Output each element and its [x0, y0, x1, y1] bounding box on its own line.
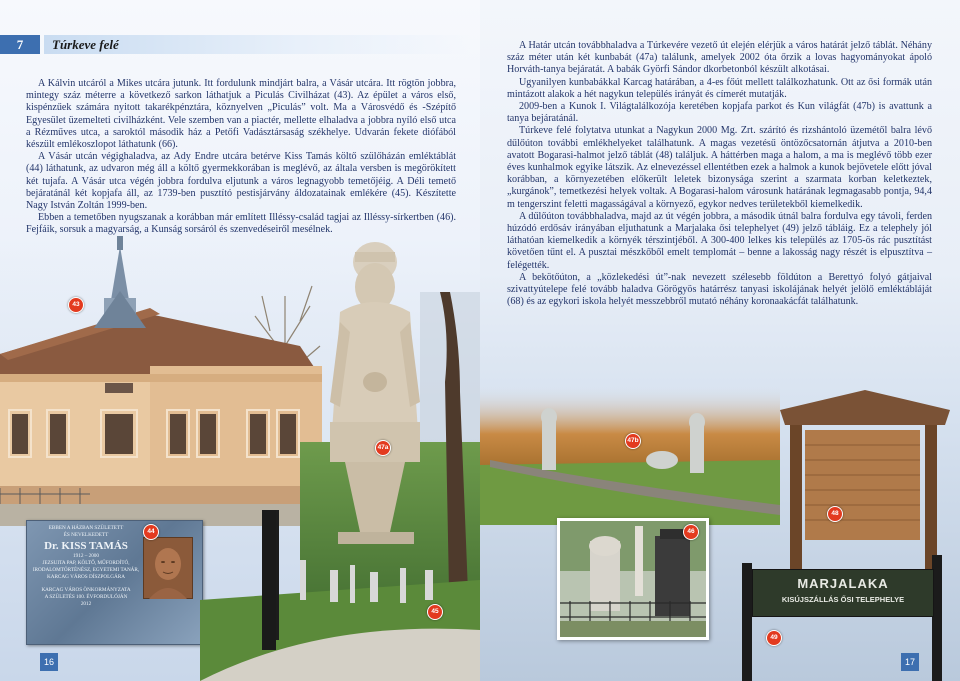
chapter-title: Túrkeve felé [44, 35, 470, 54]
right-paragraph-2: Ugyanilyen kunbabákkal Karcag határában, a 4-es főút mellett találkozhatunk. Ott az ősi formák után mintázott alakok a hét nagykun település irányát és címerét mutatják. [507, 76, 932, 100]
cemetery-kopjafa-photo [200, 510, 480, 681]
right-body-text [507, 40, 932, 308]
right-page [480, 0, 960, 681]
sign-title: MARJALAKA [797, 576, 889, 591]
badge-49: 49 [766, 630, 782, 646]
plaque-line-7: KARCAG VÁROS DÍSZPOLGÁRA [46, 574, 125, 580]
marjalaka-sign [742, 563, 942, 621]
right-paragraph-3: 2009-ben a Kunok I. Világtalálkozója keretében kopjafa parkot és Kun világfát (47b) is avattunk a tanya bejáratánál. [507, 101, 932, 125]
left-body-text [26, 78, 456, 237]
right-paragraph-1: A Határ utcán továbbhaladva a Túrkevére vezető út elején elérjük a város határát jelző táblát. Néhány száz méter után két kunbabát (47a) találunk, amelyek 2002 óta őrzik a lovas hagyományokat ápoló Horváth-tanya bejáratát. A babák Györfi Sándor dkorbetonból készült alkotásai. [507, 40, 932, 76]
illessy-cemetery-image [560, 521, 706, 637]
right-paragraph-4: Túrkeve felé folytatva utunkat a Nagykun 2000 Mg. Zrt. szárító és rizshántoló üzemétől balra lévő dűlőúton további emlékhelyeket találhatunk. A magas vezetésű öntözőcsatornán átjutva a 2010-ben avatott Bogarasi-halmot jelző táblát (48) találjuk. A háttérben maga a halom, a ma is meglévő több ezer éves kunhalmok egyike látszik. Az elnevezéssel ellentétben ezek a halmok a kunok bejövetele előtt jóval korábban, a környezetében előkerült leletek bizonysága szerint a szarmata korban keletkeztek, „kurgánok”, temetkezési helyek voltak. A Bogarasi-halom városunk határának legmagasabb pontja, 94,4 m tengerszint feletti magasságával a környező, egykor nedves területekből kiemelkedik. [507, 125, 932, 210]
plaque-line-9: A SZÜLETÉS 100. ÉVFORDULÓJÁN [44, 594, 128, 600]
chapter-header [0, 35, 470, 54]
chapter-number: 7 [0, 35, 40, 54]
bogarasi-board-photo [775, 390, 955, 575]
badge-46: 46 [683, 524, 699, 540]
badge-47b: 47b [625, 433, 641, 449]
right-paragraph-5: A dűlőúton továbbhaladva, majd az út végén jobbra, a második útnál balra fordulva egy távoli, ferden húzódó erdősáv irányában eljuthatunk a Marjalaka ősi telephelyet (49) jelző tábláig. Ez a telephely jól láthatóan kiemelkedik a környék térszintjéből. A 300-400 lelkes kis település az 1705-ös rác pusztítást követően tűnt el. A pusztai mészkőből emelt templomát – benne a lakosság nagy részét is elpusztítva – felégették. [507, 210, 932, 271]
left-paragraph-1: A Kálvin utcáról a Mikes utcára jutunk. Itt fordulunk mindjárt balra, a Vásár utcára. Itt rögtön jobbra, mintegy száz méterre a következő sarkon láthatjuk a Piculás Civilházat (43). Az épület a város első, kispénzűek számára nyitott takarékpénztára, köznyelven „Piculás” volt. Ma a Városvédő és -Szépítő Egyesület üzemelteti civilházként. Vele szemben van a piactér, mellette elhaladva a jobbra nyíló első utca a Rézműves utca, a saroktól második ház a Petőfi Vadásztársaság székhelye. Udvarán fekete diófából készült emlékoszlopot láthatunk (66). [26, 78, 456, 151]
plaque-line-5: JEZSUITA PAP, KÖLTŐ, MŰFORDÍTÓ, [42, 560, 130, 566]
plaque-line-1: EBBEN A HÁZBAN SZÜLETETT [48, 525, 124, 531]
plaque-line-6: IRODALOMTÖRTÉNÉSZ, EGYETEMI TANÁR, [32, 567, 140, 573]
badge-48: 48 [827, 506, 843, 522]
civil-house-photo [0, 236, 330, 526]
plaque-line-2: ÉS NEVELKEDETT [63, 532, 109, 538]
badge-47a: 47a [375, 440, 391, 456]
page-number-right: 17 [901, 653, 919, 671]
badge-44: 44 [143, 524, 159, 540]
kopjafa-park-photo [480, 385, 780, 525]
page-number-left: 16 [40, 653, 58, 671]
plaque-years: 1912 – 2000 [73, 553, 99, 559]
badge-45: 45 [427, 604, 443, 620]
plaque-line-10: 2012 [80, 601, 92, 607]
portrait-relief [143, 537, 193, 599]
badge-43: 43 [68, 297, 84, 313]
left-paragraph-3: Ebben a temetőben nyugszanak a korábban már említett Illéssy-család tagjai az Illéssy-sírkertben (46). Fejfáik, sorsuk a magyarság, a Kunság sorsáról és szenvedéseiről mesélnek. [26, 212, 456, 236]
right-paragraph-6: A bekötőúton, a „közlekedési út”-nak nevezett szélesebb földúton a Berettyó folyó gátjaival szivattyútelepe felé tovább haladva Görögyös határrész tanyasi iskolájának helyét jelölő emléktábláját (68) és az egykori iskola helyét messzebbről mutató néhány koronaakácfát találhatunk. [507, 271, 932, 308]
plaque-name: Dr. KISS TAMÁS [44, 540, 128, 552]
kiss-tamas-plaque [26, 520, 203, 645]
plaque-line-8: KARCAG VÁROS ÖNKORMÁNYZATA [41, 587, 131, 593]
sign-subtitle: KISÚJSZÁLLÁS ŐSI TELEPHELYE [781, 595, 905, 604]
left-paragraph-2: A Vásár utcán végighaladva, az Ady Endre utcára betérve Kiss Tamás költő szülőházán emléktáblát (44) láthatunk, az udvaron még áll a költő gyermekkorában is meglévő, az általa versben is megörökített két tujafa. A Vásár utca végén jobbra fordulva eljutunk a város legnagyobb temetőjéig. A Déli temető bejáratánál két kopjafa áll, az 1739-ben pusztító pestisjárvány áldozatainak emlékére (45). Készítette Nagy István Zoltán 1999-ben. [26, 151, 456, 212]
